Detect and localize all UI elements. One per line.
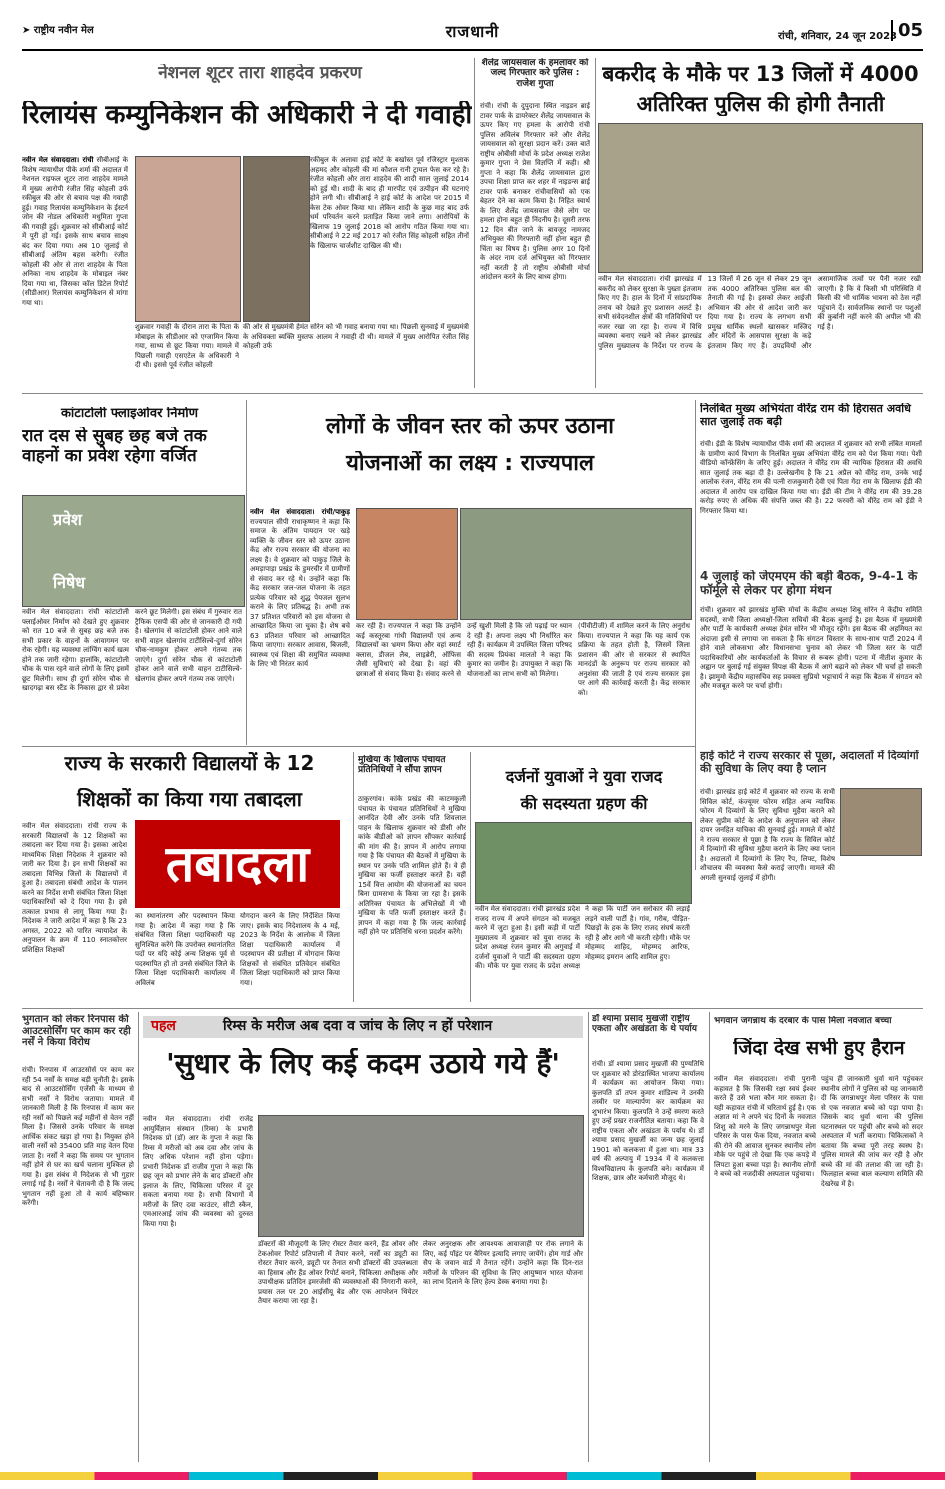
story2-body: रांची। रांची के दुपुदाना स्थित नाइडन ब्राई टावर पार्क के डायरेक्टर शैलेंद्र जायसवाल के ऊपर किए गए हमला के आरोपी रांची पुलिस अविलंब गिरफ्तार करे और शैलेंद्र जायसवाल को सुरक्षा प्रदान करें। उक्त बातें राष्ट्रीय ओबीसी मोर्चा के प्रदेश अध्यक्ष राजेश कुमार गुप्ता ने प्रेस विज्ञप्ति में कही। श्री गुप्ता ने कहा कि शैलेंद्र जायसवाल द्वारा उपचा शिक्षा प्राप्त कर शहर में नाइडन्स ब्राई टावर पार्क बनाकर रांचीवासियों को एक बेहतर देने का काम किया है। निहित स्वार्थ के लिए शैलेंद्र जायसवाल जैसे लोग पर हमला होना बहुत ही निंदनीय है। दूसरी तरफ 12 दिन बीत जाने के बावजूद नामजद अभियुक्त की गिरफ्तारी नहीं होना बहुत ही चिंता का विषय है। पुलिस अगर 10 दिनों के अंदर नाम दर्ज अभियुक्त को गिरफ्तार नहीं करती है तो राष्ट्रीय ओबीसी मोर्चा आंदोलन करने के लिए बाध्य होगा। — [480, 102, 590, 281]
story1-caption: शुक्रवार गवाही के दौरान तारा के पिता के मोबाइल के सीडीआर को एग्जामिन किया गया, साथ्य से छूट किया गया। मामले में पिछली गवाही एसएटेल के अधिकारी ने दी थी। इससे पूर्व रंजीत कोहली — [135, 323, 239, 369]
story4-kicker: कांटाटोली फ्लाइओवर निर्माण — [60, 407, 199, 421]
story4-body: नवीन मेल संवाददाता। रांची कांटाटोली फ्लाईओवर निर्माण को देखते हुए शुक्रवार को रात 10 बजे से सुबह छह बजे तक सभी प्रकार के वाहनों के आवागमन पर रोक रहेगी। यह व्यवस्था लांग्विंग कार्य खत्म होने तक जारी रहेगा। हालांकि, कांटाटोली चौक के पास रहने वाले लोगों के लिए इसमें छूट मिलेगी। साथ ही दुर्गा सोरेन चौक से खादगढ़ा बस स्टैंड के निकास द्वार से प्रवेश करने छूट मिलेगी। इस संबंध में गुरुवार रात ट्रैफिक एसपी की ओर से जानकारी दी गयी है। खेलगांव से कांटाटोली होकर आने वाले सभी वाहन खेलगांव टाटीसिल्वे-दुर्गा सोरेन चौक-नामकुम होकर अपने गंतव्य तक जाएंगे। दुर्गा सोरेन चौक से कांटाटोली होकर आने वाले सभी वाहन टाटीसिल्वे-खेलगांव होकर अपने गंतव्य तक जाएंगे। — [22, 608, 242, 692]
story6-body: रांची। ईडी के विशेष न्यायाधीश पीके शर्मा की अदालत में शुक्रवार को सभी लंबित मामलों के ग्रामीण कार्य विभाग के निलंबित मुख्य अभियंता वीरेंद्र राम को पेश किया गया। पेशी वीडियो कॉन्फ्रेंसिंग के जरिए हुई। अदालत ने वीरेंद्र राम की न्यायिक हिरासत की अवधि सात जुलाई तक बढ़ा दी है। उल्लेखनीय है कि 21 अप्रैल को वीरेंद्र राम, उनके भाई आलोक रंजन, वीरेंद्र राम की पत्नी राजकुमारी देवी एवं पिता गेंदा राम के खिलाफ ईडी की अदालत में आरोप पत्र दाखिल किया गया था। ईडी की टीम ने वीरेंद्र राम की 39.28 करोड़ रुपए से अधिक की संपत्ति जब्त की है। 22 फरवरी को वीरेंद्र राम को ईडी ने गिरफ्तार किया था। — [700, 440, 922, 515]
story14-kicker: डॉ श्यामा प्रसाद मुखर्जी राष्ट्रीय एकता और अखंडता के थे पर्याय — [592, 1014, 697, 1035]
story1-byline: नवीन मेल संवाददाता। रांची — [22, 156, 94, 164]
story3-headline-1: बकरीद के मौके पर 13 जिलों में 4000 — [602, 62, 919, 86]
story9-body3: योगदान करने के लिए निर्देशित किया जाए। इसके बाद निदेशालय के 4 मई, 2023 के निर्देश के आलोक में जिला शिक्षा पदाधिकारी कार्यालय में पदस्थापन की प्रतीक्षा में योगदान किया शिक्षकों से संबंधित प्रतिवेदन संबंधित जिला शिक्षा पदाधिकारी को प्राप्त किया गया। — [240, 912, 340, 987]
story4-photo-text-bottom: निषेध — [53, 573, 86, 592]
story10-kicker: मुखिया के खिलाफ पंचायत प्रतिनिधियों ने सौंपा ज्ञापन — [358, 755, 446, 776]
story13-kicker: रिम्स के मरीज अब दवा व जांच के लिए न हों परेशान — [223, 1018, 493, 1034]
story2-kicker: शैलेंद्र जायसवाल के हमलावर को जल्द गिरफ्तार करे पुलिस : राजेश गुप्ता — [481, 58, 589, 89]
story13-press-photo — [258, 1115, 584, 1237]
story9-body2: का स्थानांतरण और पदस्थापन किया गया है। आदेश में कहा गया है कि संबंधित जिला शिक्षा पदाधिकारी यह सुनिश्चित करेंगे कि उपरोक्त स्थानांतरित पदों पर यदि कोई अन्य शिक्षक पूर्व से पदस्थापित हों तो उनसे संबंधित जिले के जिला शिक्षा पदाधिकारी कार्यालय में अविलंब — [135, 912, 235, 987]
story5-col1-text: राज्यपाल सीपी राधाकृष्णन ने कहा कि समाज के अंतिम पायदान पर खड़े व्यक्ति के जीवन स्तर को ऊपर उठाना केंद्र और राज्य सरकार की योजना का लक्ष्य है। वे शुक्रवार को पाकुड़ जिले के अमड़ापाड़ा प्रखंड के डुमरचीर में ग्रामीणों से संवाद कर रहे थे। उन्होंने कहा कि केंद्र सरकार जल-जल योजना के तहत प्रत्येक परिवार को शुद्ध पेयजल सुलभ कराने के लिए प्रतिबद्ध है। अभी तक 37 प्रतिशत परिवारों को इस योजना से आच्छादित किया जा चुका है। शेष बचे 63 प्रतिशत परिवार को आच्छादित किया जाएगा। सरकार आवास, बिजली, स्वास्थ्य एवं शिक्षा की समुचित व्यवस्था के लिए भी निरंतर कार्य — [250, 517, 350, 668]
story3-headline-2: अतिरिक्त पुलिस की होगी तैनाती — [636, 92, 885, 116]
story6-headline: निलंबित मुख्य अभियंता वीरेंद्र राम की हिरासत अवधि सात जुलाई तक बढ़ी — [700, 403, 911, 428]
story12-headline: भुगतान को लेकर रिनपास की आउटसोर्सिंग पर काम कर रही नर्सें ने किया विरोध — [22, 1014, 131, 1048]
page-number: 05 — [891, 20, 923, 41]
story9-transfer-graphic — [135, 820, 340, 908]
story13-col2: डॉक्टरों की मौजूदगी के लिए रोस्टर तैयार करने, हैंड ओवर और टेकओवर रिपोर्ट प्रतिपाली में तैयार करने, नर्सों का ड्यूटी का रोस्टर तैयार करने, ड्यूटी पर तैनात सभी डॉक्टरों की उपलब्धता का हिसाब और हैंड ओवर रिपोर्ट बनाने, चिकित्सा अधीक्षक और उपाधीक्षक प्रतिदिन इमरजेंसी की व्यवस्थाओं की निगरानी करने, प्रयास तल पर 20 आईसीयू बेड और एक आपरेशन थियेटर तैयार कराया जा रहा है। — [258, 1240, 418, 1305]
story1-photo-couple — [135, 156, 241, 322]
story4-photo-text-top: प्रवेश — [53, 510, 82, 529]
story4-headline: रात दस से सुबह छह बजे तक वाहनों का प्रवेश रहेगा वर्जित — [22, 427, 207, 466]
story12-body: रांची। रिनपास में आउटसोर्स पर काम कर रही 54 नर्सों के समक्ष बड़ी चुनौती है। इसके बाद से आउटसोर्सिंग एजेंसी के माध्यम से सभी नर्सों ने विरोध जताया। मामले में जानकारी मिली है कि रिनपास में काम कर रही नर्सों को पिछले कई महीनों से वेतन नहीं मिला है। जिससे उनके परिवार के समक्ष आर्थिक संकट खड़ा हो गया है। नियुक्त होने वाली नर्सों को 35400 प्रति माह वेतन दिया जाता है। नर्सों ने कहा कि समय पर भुगतान नहीं होने से घर का खर्च चलाना मुश्किल हो गया है। इस संबंध में निदेशक से भी गुहार लगाई गई है। नर्सों ने चेतावनी दी है कि जल्द भुगतान नहीं हुआ तो वे कार्य बहिष्कार करेंगी। — [22, 1066, 134, 1207]
story8-headline: हाई कोर्ट ने राज्य सरकार से पूछा, अदालतों में दिव्यांगों की सुविधा के लिए क्या है प्लान — [700, 750, 919, 775]
story5-col2: कर रही है। राज्यपाल ने कहा कि उन्होंने कई कस्तूरबा गांधी विद्यालयों एवं अन्य विद्यालयों का भ्रमण किया और वहां स्मार्ट क्लास, डीजल लैब, लाइब्रेरी, ऑफिस जैसी सुविधाएं को देखा है। वहां की छात्राओं से संवाद किया है। संवाद करने से उन्हें खुशी मिली है कि जो पढ़ाई पर ध्यान दे रही हैं। अपना लक्ष्य भी निर्धारित कर रही हैं। कार्यक्रम में उपस्थित जिला परिषद की सदस्य प्रियंका मालतो ने कहा कि कुमार का जमीन है। उपायुक्त ने कहा कि योजनाओं का लाभ सभी को मिलेगा। — [356, 622, 572, 678]
header-rule — [22, 49, 923, 51]
story1-photo-woman — [243, 156, 310, 322]
story9-headline-1: राज्य के सरकारी विद्यालयों के 12 — [64, 752, 315, 775]
story1-col3: रकीबुल के अलावा हाई कोर्ट के बर्खास्त पूर्व रजिस्ट्रार मुश्ताक अहमद और कोहली की मां कौशल रानी ट्रायल फेस कर रहे है। रंजीत कोहली और तारा शाहदेव की शादी साल जुलाई 2014 को हुई थी। शादी के बाद ही मारपीट एवं उत्पीड़न की घटनाएं होने लगी थी। सीबीआई ने हाई कोर्ट के आदेश पर 2015 में केस टेक ओवर किया था। लेकिन शादी के कुछ माह बाद उर्फ धर्म परिवर्तन करने प्रताड़ित किया जाने लगा। आरोपियों के खिलाफ 19 जुलाई 2018 को आरोप गठित किया गया था। सीबीआई ने 22 मई 2017 को रंजीत सिंह कोहली सहित तीनों के खिलाफ चार्जशीट दाखिल की थी। — [310, 156, 469, 250]
story5-governor-photo-1 — [356, 508, 458, 620]
story11-body: नवीन मेल संवाददाता। रांची झारखंड प्रदेश राजद राज्य में अपने संगठन को मजबूत करने में जुटा हुआ है। इसी कड़ी में पार्टी मुख्यालय में शुक्रवार को युवा राजद के प्रदेश अध्यक्ष रंजन कुमार की अगुवाई में दर्जनों युवाओं ने पार्टी की सदस्यता ग्रहण की। मौके पर युवा राजद के प्रदेश अध्यक्ष ने कहा कि पार्टी जन सरोकार की लड़ाई लड़ने वाली पार्टी है। गांव, गरीब, पीड़ित-पिछड़ों के हक के लिए राजद संघर्ष करती रही है और आगे भी करती रहेगी। मौके पर मोहम्मद शाहिद, मोहम्मद आरिफ, मोहम्मद इमरान आदि शामिल हुए। — [475, 905, 690, 970]
bird-logo-icon: ➤ — [22, 25, 31, 36]
story9-graphic-text: तबादला — [165, 835, 310, 893]
story9-headline-2: शिक्षकों का किया गया तबादला — [77, 788, 302, 811]
story3-police-photo — [598, 123, 923, 273]
story13-col1: नवीन मेल संवाददाता। रांची राजेंद्र आयुर्विज्ञान संस्थान (रिम्स) के प्रभारी निदेशक प्रो (डॉ) आर के गुप्ता ने कहा कि रिम्स में मरीजों को अब दवा और जांच के लिए अधिक परेशान नहीं होना पड़ेगा। प्रभारी निदेशक डॉ राजीव गुप्ता ने कहा कि छह जून को प्रभार लेने के बाद डॉक्टरों और इलाज के लिए, चिकित्सा परिसर में दुर सकता बनाया गया है। सभी विभागों में मरीजों के लिए दवा काउंटर, सीटी स्कैन, एमआरआई जांच की व्यवस्था को दुरुस्त किया गया है। — [143, 1115, 253, 1228]
story15-col1: नवीन मेल संवाददाता। रांची पुरानी कहावत है कि जिसकी रक्षा स्वयं ईश्वर करते हैं उसे भला कौन मार सकता है। यही कहावत रांची में चरितार्थ हुई है। एक अज्ञात मां ने अपने चंद दिनों के नवजात शिशु को मरने के लिए जगन्नाथपुर मेला परिसर के पास फेंक दिया, नवजात बच्चे की रोने की आवाज सुनकर स्थानीय लोग मौके पर पहुंचे तो देखा कि एक कपड़े में लिपटा हुआ बच्चा पड़ा है। स्थानीय लोगों ने बच्चे को नजदीकी अस्पताल पहुंचाया। — [714, 1075, 816, 1178]
story15-headline: जिंदा देख सभी हुए हैरान — [733, 1038, 905, 1059]
story1-kicker: नेशनल शूटर तारा शाहदेव प्रकरण — [158, 64, 362, 83]
story13-headline: 'सुधार के लिए कई कदम उठाये गये हैं' — [166, 1048, 560, 1080]
story9-body1: नवीन मेल संवाददाता। रांची राज्य के सरकारी विद्यालयों के 12 शिक्षकों का तबादला कर दिया गया है। इसका आदेश माध्यमिक शिक्षा निदेशक ने शुक्रवार को जारी कर दिया है। इन सभी शिक्षकों का तबादला विभिन्न जिलों के विद्यालयों में हुआ है। तबादला संबंधी आदेश के पालन करने का निर्देश सभी संबंधित जिला शिक्षा पदाधिकारियों को दे दिया गया है। इसे तत्काल प्रभाव से लागू किया गया है। निदेशक ने जारी आदेश में कहा है कि 23 अगस्त, 2022 को पारित न्यायादेश के अनुपालन के क्रम में 110 स्नातकोत्तर प्रशिक्षित शिक्षकों — [22, 822, 127, 954]
story5-headline-1: लोगों के जीवन स्तर को ऊपर उठाना — [326, 414, 614, 439]
story11-headline-1: दर्जनों युवाओं ने युवा राजद — [505, 768, 663, 786]
story5-governor-photo-2 — [460, 508, 692, 620]
story15-kicker: भगवान जगन्नाथ के दरबार के पास मिला नवजात बच्चा — [714, 1016, 892, 1026]
story7-body: रांची। शुक्रवार को झारखंड मुक्ति मोर्चा के केंद्रीय अध्यक्ष शिबू सोरेन ने केंद्रीय समिति सदस्यों, सभी जिला अध्यक्षों-जिला सचिवों की बैठक बुलाई है। इस बैठक में मुख्यमंत्री और पार्टी के कार्यकारी अध्यक्ष हेमंत सोरेन भी मौजूद रहेंगे। इस बैठक की अहमियत का अंदाजा इसी से लगाया जा सकता है कि संगठन विस्तार के साथ-साथ पार्टी 2024 में होने वाले लोकसभा और विधानसभा चुनाव को लेकर भी जिला स्तर के पार्टी पदाधिकारियों और कार्यकर्ताओं के विचार से रूबरू होगी। पटना में नीतीश कुमार के अह्वान पर बुलाई गई संयुक्त विपक्ष की बैठक में आगे बढ़ाने को लेकर भी चर्चा हो सकती है। झामुमो केंद्रीय महासचिव सह प्रवक्ता सुप्रियो भट्टाचार्य ने कहा कि बैठक में संगठन को और मजबूत करने पर चर्चा होगी। — [700, 606, 922, 690]
story1-headline: रिलायंस कम्युनिकेशन की अधिकारी ने दी गवाही — [22, 101, 472, 130]
story11-headline-2: की सदस्यता ग्रहण की — [520, 795, 648, 813]
story11-rjd-photo — [475, 822, 692, 904]
story10-body: ठाकुरगांव। कांके प्रखंड की काटमकुली पंचायत के पंचायत प्रतिनिधियों ने मुखिया आनंदित देवी और उनके पति शिवलाल पाहन के खिलाफ शुक्रवार को डीसी और कांके बीडीओ को ज्ञापन सौंपकर कार्रवाई की मांग की है। ज्ञापन में आरोप लगाया गया है कि पंचायत की बैठकों में मुखिया के स्थान पर उनके पति शामिल होते हैं। वे ही मुखिया का फर्जी हस्ताक्षर करते हैं। वहीं 15वें वित्त आयोग की योजनाओं का चयन बिना ग्रामसभा के किया जा रहा है। इसके अतिरिक्त पंचायत के अभिलेखों में भी मुखिया के पति फर्जी हस्ताक्षर करते हैं। ज्ञापन में कहा गया है कि जल्द कार्रवाई नहीं होने पर प्रतिनिधि धरना प्रदर्शन करेंगे। — [358, 795, 466, 936]
story5-col1 — [250, 508, 350, 740]
story1-col4: की ओर से मुख्यमंत्री हेमंत सोरेन को भी गवाह बनाया गया था। पिछली सुनवाई में मुख्यमंत्री के अधिवक्ता ब्यक्ति मुस्तफ आलम ने गवाही दी थी। मामले में मुख्य आरोपित रंजीत सिंह कोहली उर्फ — [243, 323, 469, 350]
story4-no-entry-photo — [22, 495, 245, 607]
story1-col1 — [22, 156, 128, 349]
story1-col1-text: सीबीआई के विशेष न्यायाधीश पीके शर्मा की अदालत में नेशनल राइफल शूटर तारा शाहदेव मामले में मुख्य आरोपी रंजीत सिंह कोहली उर्फ रकीबुल की ओर से बचाव पक्ष की गवाही हुई। गवाह रिलायंस कम्युनिकेशन के ईस्टर्न जोन की नोडल अधिकारी मधुमिता गुप्ता की गवाही हुई। शुक्रवार को सीबीआई कोर्ट में पूरी हो गई। इसके साथ बचाव साक्ष्य बंद कर दिया गया। अब 10 जुलाई से सीबीआई अंतिम बहस करेगी। रंजीत कोहली की ओर से तारा शाहदेव के पिता अनिका नाथ शाहदेव के मोबाइल नंबर दिया गया था, जिसका कॉल डिटेल रिपोर्ट (सीडीआर) रिलायंस कम्युनिकेशन से मांगा गया था। — [22, 156, 128, 307]
story13-banner — [143, 1016, 583, 1038]
registration-bar — [0, 1472, 945, 1480]
story7-headline: 4 जुलाई को जेएमएम की बड़ी बैठक, 9-4-1 के फॉर्मूले से लेकर पर होगा मंथन — [700, 570, 918, 597]
masthead-text: राष्ट्रीय नवीन मेल — [33, 25, 94, 36]
story8-body: रांची। झारखंड हाई कोर्ट में शुक्रवार को राज्य के सभी सिविल कोर्ट, कंज्यूमर फोरम सहित अन्य न्यायिक फोरम में दिव्यांगों के लिए सुविधा मुहैया कराने को लेकर सुप्रीम कोर्ट के आदेश के अनुपालन को लेकर दायर जनहित याचिका की सुनवाई हुई। मामले में कोर्ट ने राज्य सरकार से पूछा है कि राज्य के सिविल कोर्ट में दिव्यांगों की सुविधा मुहैया कराने के लिए क्या प्लान है। अदालतों में दिव्यांगों के लिए रैंप, लिफ्ट, विशेष शौचालय की व्यवस्था कैसे कराई जाएगी। मामले की अगली सुनवाई जुलाई में होगी। — [700, 788, 835, 882]
story15-col2: पहुंच ही जानकारी धुर्वा थाने पहुंचकर स्थानीय लोगों ने पुलिस को यह जानकारी दी कि जगन्नाथपुर मेला परिसर के पास से एक नवजात बच्चे को पड़ा पाया है। जिसके बाद धुर्वा थाना की पुलिस घटनास्थल पर पहुंची और बच्चे को सदर अस्पताल में भर्ती कराया। चिकित्सकों ने बताया कि बच्चा पूरी तरह स्वस्थ है। पुलिस मामले की जांच कर रही है और बच्चे की मां की तलाश की जा रही है। फिलहाल बच्चा बाल कल्याण समिति की देखरेख में है। — [821, 1075, 923, 1188]
story5-headline-2: योजनाओं का लक्ष्य : राज्यपाल — [346, 451, 594, 476]
story14-body: रांची। डॉ श्यामा प्रसाद मुखर्जी की पुण्यतिथि पर शुक्रवार को डोरंडास्थित भाजपा कार्यालय में कार्यक्रम का आयोजन किया गया। कुलपति डॉ तपन कुमार शांडिल्य ने उनकी तस्वीर पर माल्यार्पण कर कार्यक्रम का शुभारंभ किया। कुलपति ने उन्हें स्मरण करते हुए उन्हें प्रखर राजनीतिज्ञ बताया। कहा कि वे राष्ट्रीय एकता और अखंडता के पर्याय थे। डॉ श्यामा प्रसाद मुखर्जी का जन्म छह जुलाई 1901 को कलकत्ता में हुआ था। मात्र 33 वर्ष की अल्पायु में 1934 में वे कलकत्ता विश्वविद्यालय के कुलपति बने। कार्यक्रम में शिक्षक, छात्र और कर्मचारी मौजूद थे। — [592, 1060, 704, 1182]
dateline: रांची, शनिवार, 24 जून 2023 — [777, 31, 897, 42]
story13-tag: पहल — [151, 1018, 176, 1034]
story5-col3: (पीवीटीजी) में शामिल करने के लिए अनुरोध किया। राज्यपाल ने कहा कि यह कार्य एक प्रक्रिया के तहत होती है, जिसमें जिला प्रशासन की ओर से सरकार से स्थापित मानदंडों के अनुरूप पर राज्य सरकार को अनुशंसा की जाती है एवं राज्य सरकार इस पर आगे की कार्रवाई करती है। केंद्र सरकार को। — [578, 622, 690, 697]
section-title: राजधानी — [445, 22, 500, 41]
story13-col3: लेकर अनुरक्षक और आवश्यक आवाजाही पर रोक लगाने के लिए, कई पॉइंट पर बैरियर इत्यादि लगाए जायेंगे। होम गार्ड और सैप के जवान वार्ड में तैनात रहेंगे। उन्होंने कहा कि दिन-रात मरीजों के परिजन की सुविधा के लिए आयुष्मान भारत योजना का लाभ दिलाने के लिए हेल्प डेस्क बनाया गया है। — [423, 1240, 583, 1286]
story5-byline: नवीन मेल संवाददाता। रांची/पाकुड़ — [250, 508, 350, 516]
story3-body: नवीन मेल संवाददाता। रांची झारखंड में बकरीद को लेकर सुरक्षा के पुख्ता इंतजाम किए गए हैं। हाल के दिनों में सांप्रदायिक तनाव को देखते हुए प्रशासन अलर्ट है। सभी संवेदनशील क्षेत्रों की गतिविधियों पर नजर रखा जा रहा है। राज्य में विधि व्यवस्था बनाए रखने को लेकर झारखंड पुलिस मुख्यालय के निर्देश पर राज्य के 13 जिलों में 26 जून से लेकर 29 जून तक 4000 अतिरिक्त पुलिस बल की तैनाती की गई है। इसको लेकर आईजी अभियान की ओर से आदेश जारी कर दिया गया है। राज्य के लगभग सभी प्रमुख धार्मिक स्थलों खासकर मस्जिद और मंदिरों के आसपास सुरक्षा के कड़े इंतजाम किए गए हैं। उपद्रवियों और असामाजिक तत्वों पर पैनी नजर रखी जाएगी। है कि वे किसी भी परिस्थिति में किसी की भी धार्मिक भावना को ठेस नहीं पहुंचाने दें। सार्वजनिक स्थानों पर पशुओं की कुर्बानी नहीं करने की अपील भी की गई है। — [598, 275, 921, 350]
story8-court-photo — [840, 788, 922, 856]
